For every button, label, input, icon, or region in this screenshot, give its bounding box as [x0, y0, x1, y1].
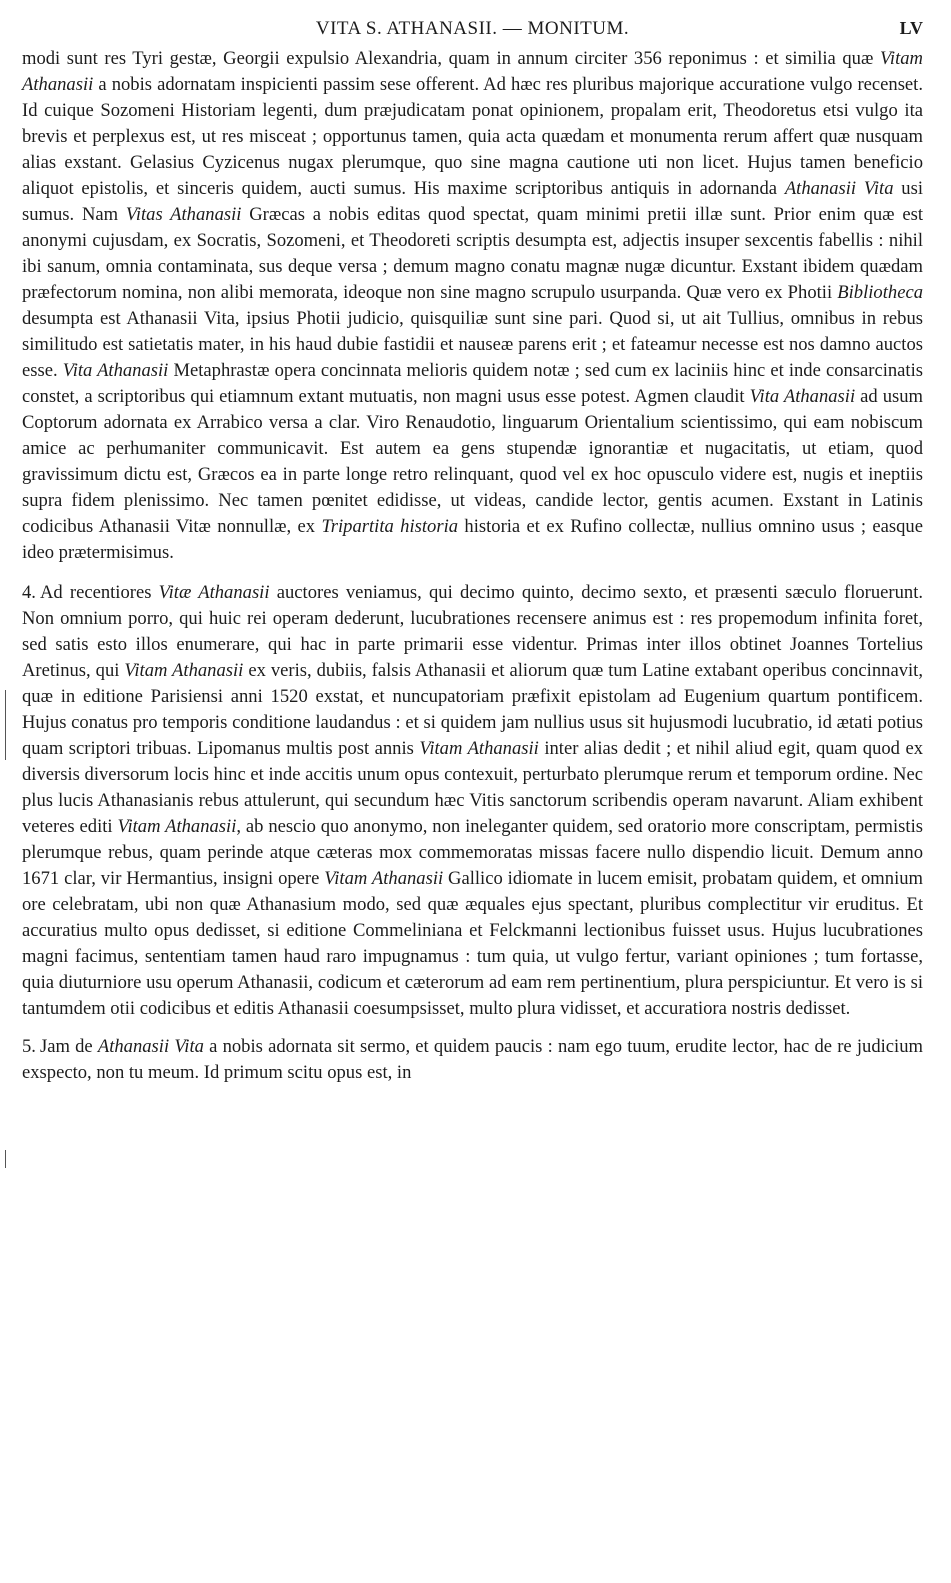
text-run: historia et ex Rufino collectæ, nullius omnino usus ; easque ideo prætermisimus. [22, 516, 923, 563]
body-text [22, 46, 923, 1086]
text-run: Græcas a nobis editas quod spectat, quam minimi pretii illæ sunt. Prior enim quæ est anonymi cujusdam, ex Socratis, Sozomeni, et Theodoreti scriptis desumpta est, adjectis insuper sexcentis fabellis : nihil ibi sanum, omnia contaminata, sus deque versa ; demum magno conatu magnæ nugæ dicuntur. Exstant ibidem quædam præfectorum nomina, non alibi memorata, ideoque non sine magno scrupulo usurpanda. Quæ vero ex Photii [22, 204, 923, 303]
italic-title: Vitam Athanasii [22, 48, 923, 95]
italic-title: Vita Athanasii [749, 386, 856, 407]
paragraph-number: 5. [22, 1036, 36, 1057]
italic-title: Vitam Athanasii [117, 816, 237, 837]
running-header [22, 16, 923, 46]
italic-title: Vitam Athanasii [124, 660, 244, 681]
italic-title: Vitam Athanasii [324, 868, 444, 889]
italic-title: Vitam Athanasii [419, 738, 539, 759]
paragraph [22, 580, 923, 1022]
italic-title: Vitæ Athanasii [158, 582, 270, 603]
text-run: usi sumus. Nam [22, 178, 923, 225]
paragraph [22, 1034, 923, 1086]
running-title: VITA S. ATHANASII. — MONITUM. [315, 18, 630, 39]
text-run: modi sunt res Tyri gestæ, Georgii expulsio Alexandria, quam in annum circiter 356 reponimus : et similia quæ [22, 48, 880, 69]
text-run: ad usum Coptorum adornata ex Arrabico versa a clar. Viro Renaudotio, linguarum Orientalium scientissimo, qui eam nobiscum amice ac perhumaniter communicavit. Est autem ea gens stupendæ ignorantiæ et nugacitatis, ut etiam, quod gravissimum dictu est, Græcos ea in parte longe retro relinquant, quod vel ex hoc opusculo videre est, nugis et ineptiis supra fidem plenissimo. Nec tamen pœnitet edidisse, ut videas, candide lector, gentis acumen. Exstant in Latinis codicibus Athanasii Vitæ nonnullæ, ex [22, 386, 923, 537]
text-run: inter alias dedit ; et nihil aliud egit, quam quod ex diversis diversorum locis hinc et inde accitis unum opus contexuit, perturbato plerumque rerum et temporum ordine. Nec plus lucis Athanasianis rebus attulerunt, qui secundum hæc Vitis sanctorum scribendis operam navarunt. Aliam exhibent veteres editi [22, 738, 923, 837]
italic-title: Tripartita historia [321, 516, 459, 537]
italic-title: Bibliotheca [837, 282, 923, 303]
paragraph [22, 46, 923, 566]
italic-title: Vitas Athanasii [125, 204, 242, 225]
margin-rule [5, 1150, 6, 1168]
text-run: a nobis adornatam inspicienti passim sese offerent. Ad hæc res pluribus majorique accuratione vulgo recenset. Id cuique Sozomeni Historiam legenti, dum præjudicatam ponat opinionem, propalam erit, Theodoretus etsi vulgo ita brevis et perplexus est, ut res misceat ; opportunus tamen, quia acta quædam et monumenta rerum affert quæ nusquam alias exstant. Gelasius Cyzicenus nugax plerumque, quo sine magna cautione uti non licet. Hujus tamen beneficio aliquot epistolis, et sinceris quidem, aucti sumus. His maxime scriptoribus antiquis in adornanda [22, 74, 923, 199]
text-run: desumpta est Athanasii Vita, ipsius Photii judicio, quisquiliæ sunt sine pari. Quod si, ut ait Tullius, omnibus in rebus similitudo est satietatis mater, in his haud dubie fastidii et nauseæ parens erit ; et fateamur necesse est nos damno auctos esse. [22, 308, 923, 381]
text-run: a nobis adornata sit sermo, et quidem paucis : nam ego tuum, erudite lector, hac de re judicium exspecto, non tu meum. Id primum scitu opus est, in [22, 1036, 923, 1083]
text-run: Gallico idiomate in lucem emisit, probatam quidem, et omnium ore celebratam, ubi non quæ Athanasium modo, sed quæ æquales ejus spectant, pluribus complectitur vir eruditus. Et accuratius multo opus dedisset, si editione Commeliniana et Felckmanni lectionibus fuisset usus. Hujus lucubrationes magni facimus, sententiam tamen haud raro impugnamus : tum quia, ut vulgo fertur, variant opiniones ; tum fortasse, quia diuturniore usu operum Athanasii, codicum et cæterorum ad eam rem pertinentium, plura perspiciuntur. Et vero is si tantumdem otii codicibus et editis Athanasii coesumpsisset, multo plura vidisset, et accuratiora nostris dedisset. [22, 868, 923, 1019]
italic-title: Vita Athanasii [62, 360, 169, 381]
text-run: Ad recentiores [39, 582, 159, 603]
text-run: auctores veniamus, qui decimo quinto, decimo sexto, et præsenti sæculo floruerunt. Non omnium porro, qui huic rei operam dederunt, lucubrationes recensere animus est : res propemodum infinita foret, sed satis esto illos enumerare, qui hac in parte primarii esse videntur. Primas inter illos obtinet Joannes Tortelius Aretinus, qui [22, 582, 924, 681]
margin-rule [5, 690, 6, 760]
italic-title: Athanasii Vita [784, 178, 894, 199]
paragraph-number: 4. [22, 582, 36, 603]
document-page [22, 16, 923, 1086]
page-number: LV [899, 18, 923, 38]
text-run: , ab nescio quo anonymo, non ineleganter quidem, sed oratorio more conscriptam, permistis plerumque rebus, quam perinde atque cæteras mox commemoratas missas facere nullo dispendio licuit. Demum anno 1671 clar, vir Hermantius, insigni opere [22, 816, 923, 889]
italic-title: Athanasii Vita [97, 1036, 204, 1057]
text-run: Jam de [39, 1036, 98, 1057]
text-run: Metaphrastæ opera concinnata melioris quidem notæ ; sed cum ex laciniis hinc et inde consarcinatis constet, a scriptoribus qui etiamnum extant mutuatis, non magni usus esse potest. Agmen claudit [22, 360, 924, 407]
text-run: ex veris, dubiis, falsis Athanasii et aliorum quæ tum Latine extabant operibus concinnavit, quæ in editione Parisiensi anni 1520 exstat, et nuncupatoriam præfixit epistolam ad Eugenium quartum pontificem. Hujus conatus pro temporis conditione laudandus : et si quidem jam nullius usus sit hujusmodi lucubratio, id ætati potius quam scriptori tribuas. Lipomanus multis post annis [22, 660, 923, 759]
